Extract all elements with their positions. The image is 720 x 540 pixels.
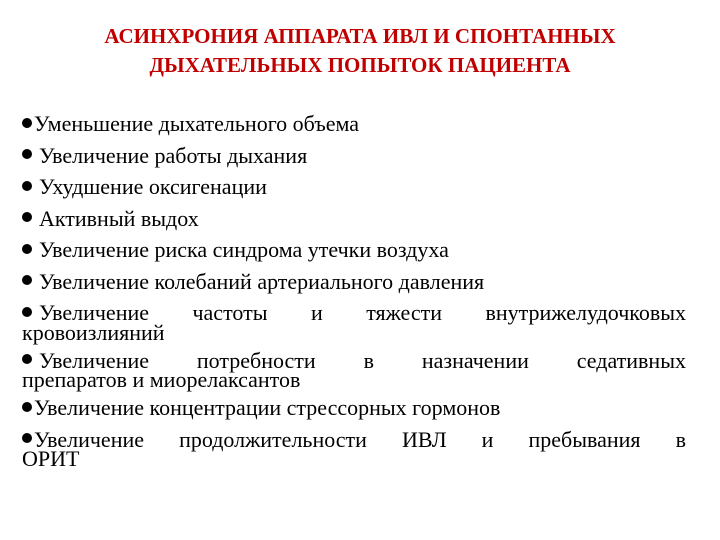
bullet-icon: [22, 118, 32, 128]
bullet-icon: [22, 307, 32, 317]
list-item: [22, 203, 686, 235]
list-item: [22, 297, 686, 345]
list-item: [22, 392, 686, 424]
list-item-text: Активный выдох: [39, 205, 199, 231]
bullet-icon: [22, 275, 32, 285]
list-item-text: Увеличение продолжительности ИВЛ и пребывания в: [34, 426, 686, 452]
bullet-icon: [22, 433, 32, 443]
title-line-1: АСИНХРОНИЯ АППАРАТА ИВЛ И СПОНТАННЫХ: [104, 24, 616, 48]
list-item-text: Увеличение потребности в назначении седативных: [39, 347, 686, 373]
list-item-text: Увеличение концентрации стрессорных гормонов: [34, 395, 501, 420]
bullet-icon: [22, 149, 32, 159]
bullet-list: [22, 108, 686, 471]
list-item-text: Увеличение риска синдрома утечки воздуха: [39, 237, 449, 262]
list-item-text: Увеличение колебаний артериального давления: [39, 268, 485, 294]
list-item: [22, 266, 686, 298]
bullet-icon: [22, 354, 32, 364]
list-item: [22, 108, 686, 140]
list-item: [22, 424, 686, 472]
list-item: [22, 234, 686, 266]
list-item-text: Уменьшение дыхательного объема: [34, 111, 359, 136]
list-item-line-2: кровоизлияний: [22, 319, 165, 345]
list-item: [22, 140, 686, 172]
list-item-line-2: ОРИТ: [22, 446, 80, 471]
list-item-line-2: препаратов и миорелаксантов: [22, 367, 301, 392]
list-item-text: Ухудшение оксигенации: [39, 174, 267, 199]
list-item: [22, 171, 686, 203]
slide-title: [30, 22, 690, 80]
bullet-icon: [22, 212, 32, 222]
bullet-icon: [22, 402, 32, 412]
bullet-icon: [22, 244, 32, 254]
list-item-text: Увеличение частоты и тяжести внутрижелудочковых: [39, 300, 686, 325]
bullet-icon: [22, 181, 32, 191]
list-item-text: Увеличение работы дыхания: [39, 142, 308, 168]
list-item: [22, 345, 686, 393]
title-line-2: ДЫХАТЕЛЬНЫХ ПОПЫТОК ПАЦИЕНТА: [149, 53, 571, 77]
list-item-line-1: [22, 424, 686, 456]
